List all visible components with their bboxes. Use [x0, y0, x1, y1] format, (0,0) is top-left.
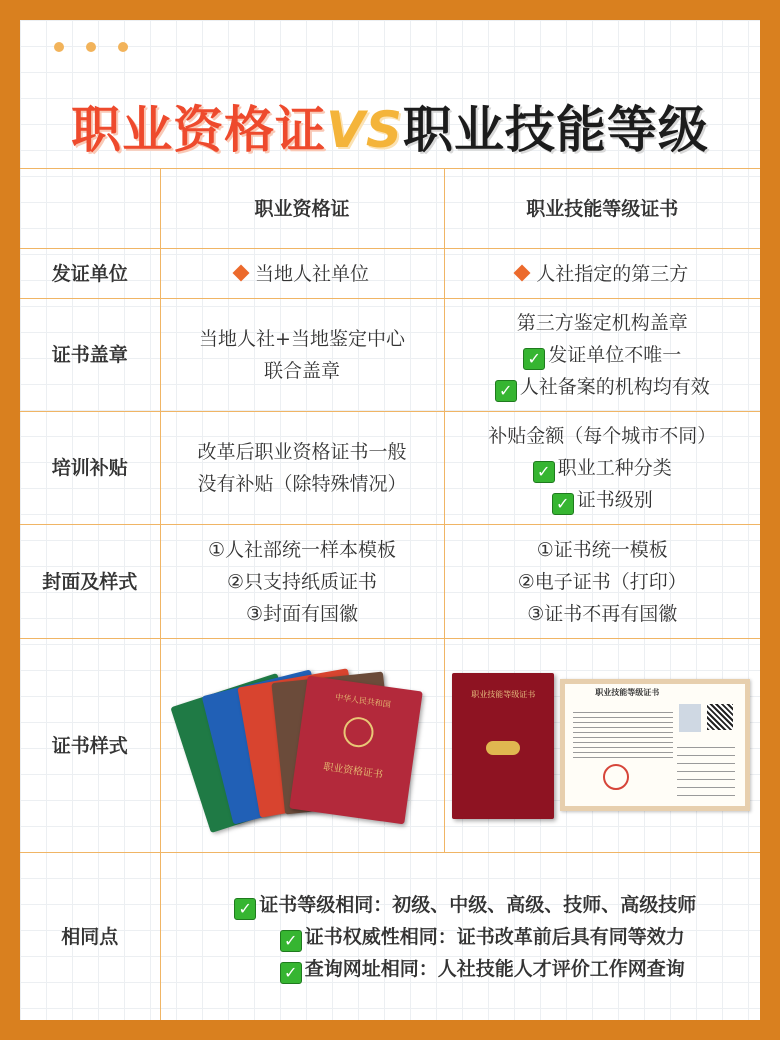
row-label-same: 相同点	[20, 853, 160, 1021]
same-point-text: 查询网址相同：人社技能人才评价工作网查询	[304, 957, 685, 980]
check-box-icon: ✓	[234, 898, 256, 920]
cover-left-line: ①人社部统一样本模板	[207, 538, 397, 561]
book-cover-top-text: 中华人民共和国	[334, 692, 392, 709]
seal-left-line: 联合盖章	[263, 360, 340, 382]
header-row	[20, 169, 760, 249]
seal-right	[444, 299, 760, 412]
subsidy-right-check-line	[449, 452, 757, 484]
check-box-icon: ✓	[552, 493, 574, 515]
same-point-text: 证书权威性相同：证书改革前后具有同等效力	[304, 925, 685, 948]
check-box-icon: ✓	[523, 348, 545, 370]
subsidy-right-check-line	[449, 484, 757, 516]
national-emblem-icon	[342, 715, 376, 749]
row-sample	[20, 639, 760, 853]
seal-right-check-text: 发证单位不唯一	[548, 344, 682, 366]
seal-right-check-text: 人社备案的机构均有效	[519, 376, 710, 398]
portrait-photo	[679, 704, 701, 732]
dot-icon	[86, 42, 96, 52]
cover-right-line: ①证书统一模板	[536, 538, 668, 561]
qr-code-icon	[707, 704, 733, 730]
column-header-right: 职业技能等级证书	[444, 169, 760, 249]
diamond-icon	[514, 264, 531, 281]
cover-right-line: ③证书不再有国徽	[527, 602, 678, 625]
subsidy-right	[444, 412, 760, 525]
field-lines-decoration	[677, 740, 735, 800]
row-label-subsidy: 培训补贴	[20, 412, 160, 525]
dot-icon	[118, 42, 128, 52]
same-points	[160, 853, 760, 1021]
subsidy-right-plain: 补贴金额（每个城市不同）	[488, 425, 717, 447]
same-point-text: 证书等级相同：初级、中级、高级、技师、高级技师	[259, 893, 697, 916]
seal-right-check-line	[449, 339, 757, 371]
subsidy-left-line: 没有补贴（除特殊情况）	[197, 473, 407, 495]
book-cover-bottom-text: 职业资格证书	[322, 761, 384, 781]
row-label-sample: 证书样式	[20, 639, 160, 853]
same-point-line	[165, 889, 757, 921]
subsidy-right-check-text: 职业工种分类	[557, 457, 672, 479]
red-cover-title: 职业技能等级证书	[471, 689, 536, 699]
seal-left	[160, 299, 444, 412]
cover-left-line: ③封面有国徽	[245, 602, 359, 625]
issuer-right-text: 人社指定的第三方	[536, 262, 689, 285]
same-point-line	[165, 921, 757, 953]
check-box-icon: ✓	[280, 962, 302, 984]
red-book	[289, 675, 423, 824]
row-subsidy	[20, 412, 760, 525]
diamond-icon	[232, 264, 249, 281]
row-same	[20, 853, 760, 1021]
row-label-seal: 证书盖章	[20, 299, 160, 412]
cover-right-line: ②电子证书（打印）	[517, 570, 687, 593]
same-point-line	[165, 953, 757, 985]
title-part1: 职业资格证	[71, 101, 327, 159]
seal-right-check-line	[449, 371, 757, 403]
title-vs: VS	[326, 101, 403, 159]
cover-right	[444, 525, 760, 639]
issuer-left-text: 当地人社单位	[254, 262, 369, 285]
infographic-card	[20, 20, 760, 1020]
row-seal	[20, 299, 760, 412]
white-cert-title: 职业技能等级证书	[595, 687, 660, 697]
comparison-table	[20, 168, 760, 1020]
page-title	[20, 90, 760, 162]
white-certificate	[560, 679, 750, 811]
subsidy-left-line: 改革后职业资格证书一般	[197, 441, 407, 463]
row-label-issuer: 发证单位	[20, 249, 160, 299]
issuer-left	[160, 249, 444, 299]
check-box-icon: ✓	[533, 461, 555, 483]
cover-logo-icon	[486, 741, 520, 755]
row-issuer	[20, 249, 760, 299]
decorative-dots	[54, 42, 128, 52]
corner-cell	[20, 169, 160, 249]
row-label-cover: 封面及样式	[20, 525, 160, 639]
text-lines-decoration	[573, 708, 673, 758]
row-cover	[20, 525, 760, 639]
title-part2: 职业技能等级	[402, 101, 709, 159]
check-box-icon: ✓	[280, 930, 302, 952]
subsidy-right-check-text: 证书级别	[576, 489, 653, 511]
official-seal-icon	[603, 764, 629, 790]
sample-right	[444, 639, 760, 853]
column-header-left: 职业资格证	[160, 169, 444, 249]
cover-left-line: ②只支持纸质证书	[226, 570, 378, 593]
sample-left	[160, 639, 444, 853]
seal-left-line: 当地人社+当地鉴定中心	[199, 328, 405, 350]
issuer-right	[444, 249, 760, 299]
red-certificate-cover	[452, 673, 554, 819]
cover-left	[160, 525, 444, 639]
check-box-icon: ✓	[495, 380, 517, 402]
subsidy-left	[160, 412, 444, 525]
skill-certificate-image	[452, 671, 752, 821]
seal-right-plain: 第三方鉴定机构盖章	[516, 312, 688, 334]
certificate-books-image	[182, 671, 422, 821]
dot-icon	[54, 42, 64, 52]
